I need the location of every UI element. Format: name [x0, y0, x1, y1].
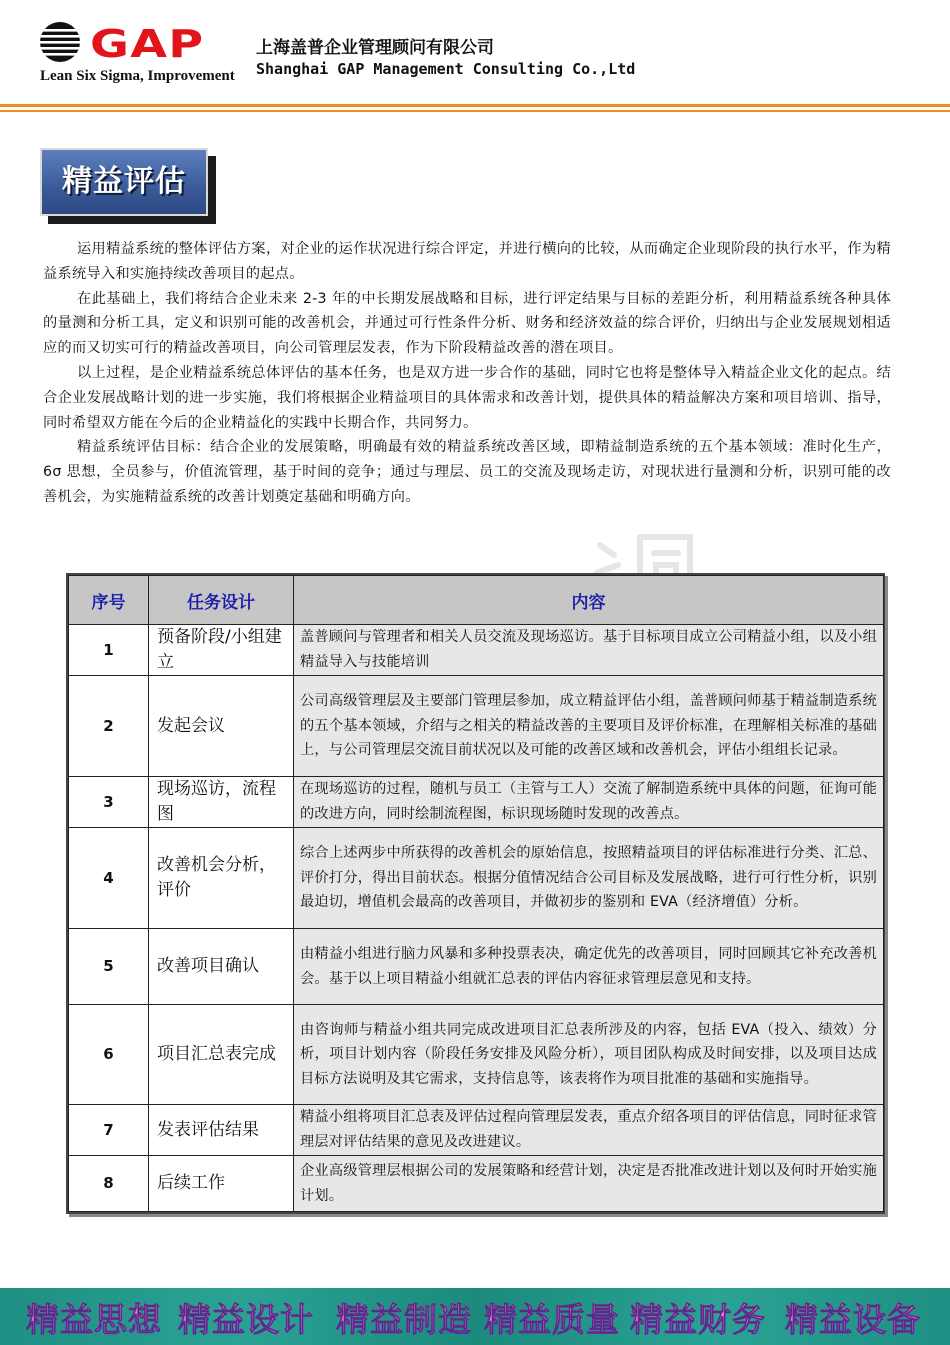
row-task: 改善机会分析，评价 — [149, 828, 294, 929]
title-badge — [40, 148, 208, 216]
footer-banner — [0, 1288, 950, 1345]
paragraph: 运用精益系统的整体评估方案，对企业的运作状况进行综合评定，并进行横向的比较，从而确定企业现阶段的执行水平，作为精益系统导入和实施持续改善项目的起点。 — [43, 241, 891, 282]
row-task: 改善项目确认 — [149, 929, 294, 1005]
row-content: 公司高级管理层及主要部门管理层参加，成立精益评估小组，盖普顾问师基于精益制造系统的五个基本领域，介绍与之相关的精益改善的主要项目及评价标准，在理解相关标准的基础上，与公司管理层交流目前状况以及可能的改善区域和改善机会，评估小组组长记录。 — [294, 676, 884, 777]
footer-label: 精益制造 — [336, 1294, 472, 1341]
table-row — [69, 1105, 884, 1156]
row-task: 预备阶段/小组建立 — [149, 625, 294, 676]
column-header-task: 任务设计 — [149, 576, 294, 625]
task-table — [66, 573, 885, 1214]
row-number: 2 — [69, 676, 149, 777]
table-row — [69, 1005, 884, 1105]
table-row — [69, 625, 884, 676]
row-task: 现场巡访，流程图 — [149, 777, 294, 828]
table-header-row — [69, 576, 884, 625]
row-number: 8 — [69, 1156, 149, 1212]
paragraph: 在此基础上，我们将结合企业未来 2-3 年的中长期发展战略和目标，进行评定结果与目标的差距分析，利用精益系统各种具体的量测和分析工具，定义和识别可能的改善机会，并通过可行性条件分析、财务和经济效益的综合评价，归纳出与企业发展规划相适应的而又切实可行的精益改善项目，向公司管理层发表，作为下阶段精益改善的潜在项目。 — [43, 290, 891, 357]
row-content: 企业高级管理层根据公司的发展策略和经营计划，决定是否批准改进计划以及何时开始实施计划。 — [294, 1156, 884, 1212]
footer-label: 精益设计 — [178, 1294, 314, 1341]
intro-text — [43, 237, 891, 510]
row-content: 由咨询师与精益小组共同完成改进项目汇总表所涉及的内容，包括 EVA（投入、绩效）分析，项目计划内容（阶段任务安排及风险分析），项目团队构成及时间安排，以及项目达成目标方法说明及其它需求，支持信息等，该表将作为项目批准的基础和实施指导。 — [294, 1005, 884, 1105]
footer-label: 精益质量 — [484, 1294, 620, 1341]
footer-label: 精益思想 — [26, 1294, 162, 1341]
row-content: 综合上述两步中所获得的改善机会的原始信息，按照精益项目的评估标准进行分类、汇总、评价打分，得出目前状态。根据分值情况结合公司目标及发展战略，进行可行性分析，识别最迫切，增值机会最高的改善项目，并做初步的鉴别和 EVA（经济增值）分析。 — [294, 828, 884, 929]
row-content: 由精益小组进行脑力风暴和多种投票表决，确定优先的改善项目，同时回顾其它补充改善机会。基于以上项目精益小组就汇总表的评估内容征求管理层意见和支持。 — [294, 929, 884, 1005]
table-row — [69, 1156, 884, 1212]
table-row — [69, 777, 884, 828]
globe-icon — [38, 20, 82, 64]
table-row — [69, 676, 884, 777]
logo-wordmark: GAP — [90, 22, 205, 66]
header-divider — [0, 104, 950, 107]
row-content: 盖普顾问与管理者和相关人员交流及现场巡访。基于目标项目成立公司精益小组，以及小组精益导入与技能培训 — [294, 625, 884, 676]
row-number: 7 — [69, 1105, 149, 1156]
footer-label: 精益财务 — [630, 1294, 766, 1341]
table-row — [69, 929, 884, 1005]
row-number: 4 — [69, 828, 149, 929]
row-task: 发起会议 — [149, 676, 294, 777]
company-name-en: Shanghai GAP Management Consulting Co.,Ltd — [256, 60, 636, 78]
column-header-number: 序号 — [69, 576, 149, 625]
row-task: 发表评估结果 — [149, 1105, 294, 1156]
paragraph: 以上过程，是企业精益系统总体评估的基本任务，也是双方进一步合作的基础，同时它也将是整体导入精益企业文化的起点。结合企业发展战略计划的进一步实施，我们将根据企业精益项目的具体需求和改善计划，提供具体的精益解决方案和项目培训、指导，同时希望双方能在今后的企业精益化的实践中长期合作，共同努力。 — [43, 364, 891, 431]
company-logo — [38, 18, 238, 90]
row-number: 1 — [69, 625, 149, 676]
table-row — [69, 828, 884, 929]
row-task: 项目汇总表完成 — [149, 1005, 294, 1105]
column-header-content: 内容 — [294, 576, 884, 625]
row-number: 3 — [69, 777, 149, 828]
header-divider-thin — [0, 110, 950, 112]
page-title: 精益评估 — [62, 164, 186, 199]
row-task: 后续工作 — [149, 1156, 294, 1212]
row-number: 5 — [69, 929, 149, 1005]
logo-tagline: Lean Six Sigma, Improvement — [40, 68, 235, 84]
row-content: 在现场巡访的过程，随机与员工（主管与工人）交流了解制造系统中具体的问题，征询可能的改进方向，同时绘制流程图，标识现场随时发现的改善点。 — [294, 777, 884, 828]
row-content: 精益小组将项目汇总表及评估过程向管理层发表，重点介绍各项目的评估信息，同时征求管理层对评估结果的意见及改进建议。 — [294, 1105, 884, 1156]
company-name-cn: 上海盖普企业管理顾问有限公司 — [256, 38, 494, 58]
row-number: 6 — [69, 1005, 149, 1105]
footer-label: 精益设备 — [785, 1294, 921, 1341]
paragraph: 精益系统评估目标：结合企业的发展策略，明确最有效的精益系统改善区域，即精益制造系统的五个基本领域：准时化生产，6σ 思想，全员参与，价值流管理，基于时间的竞争；通过与理层、员工的交流及现场走访，对现状进行量测和分析，识别可能的改善机会，为实施精益系统的改善计划奠定基础和明确方向。 — [43, 439, 891, 505]
